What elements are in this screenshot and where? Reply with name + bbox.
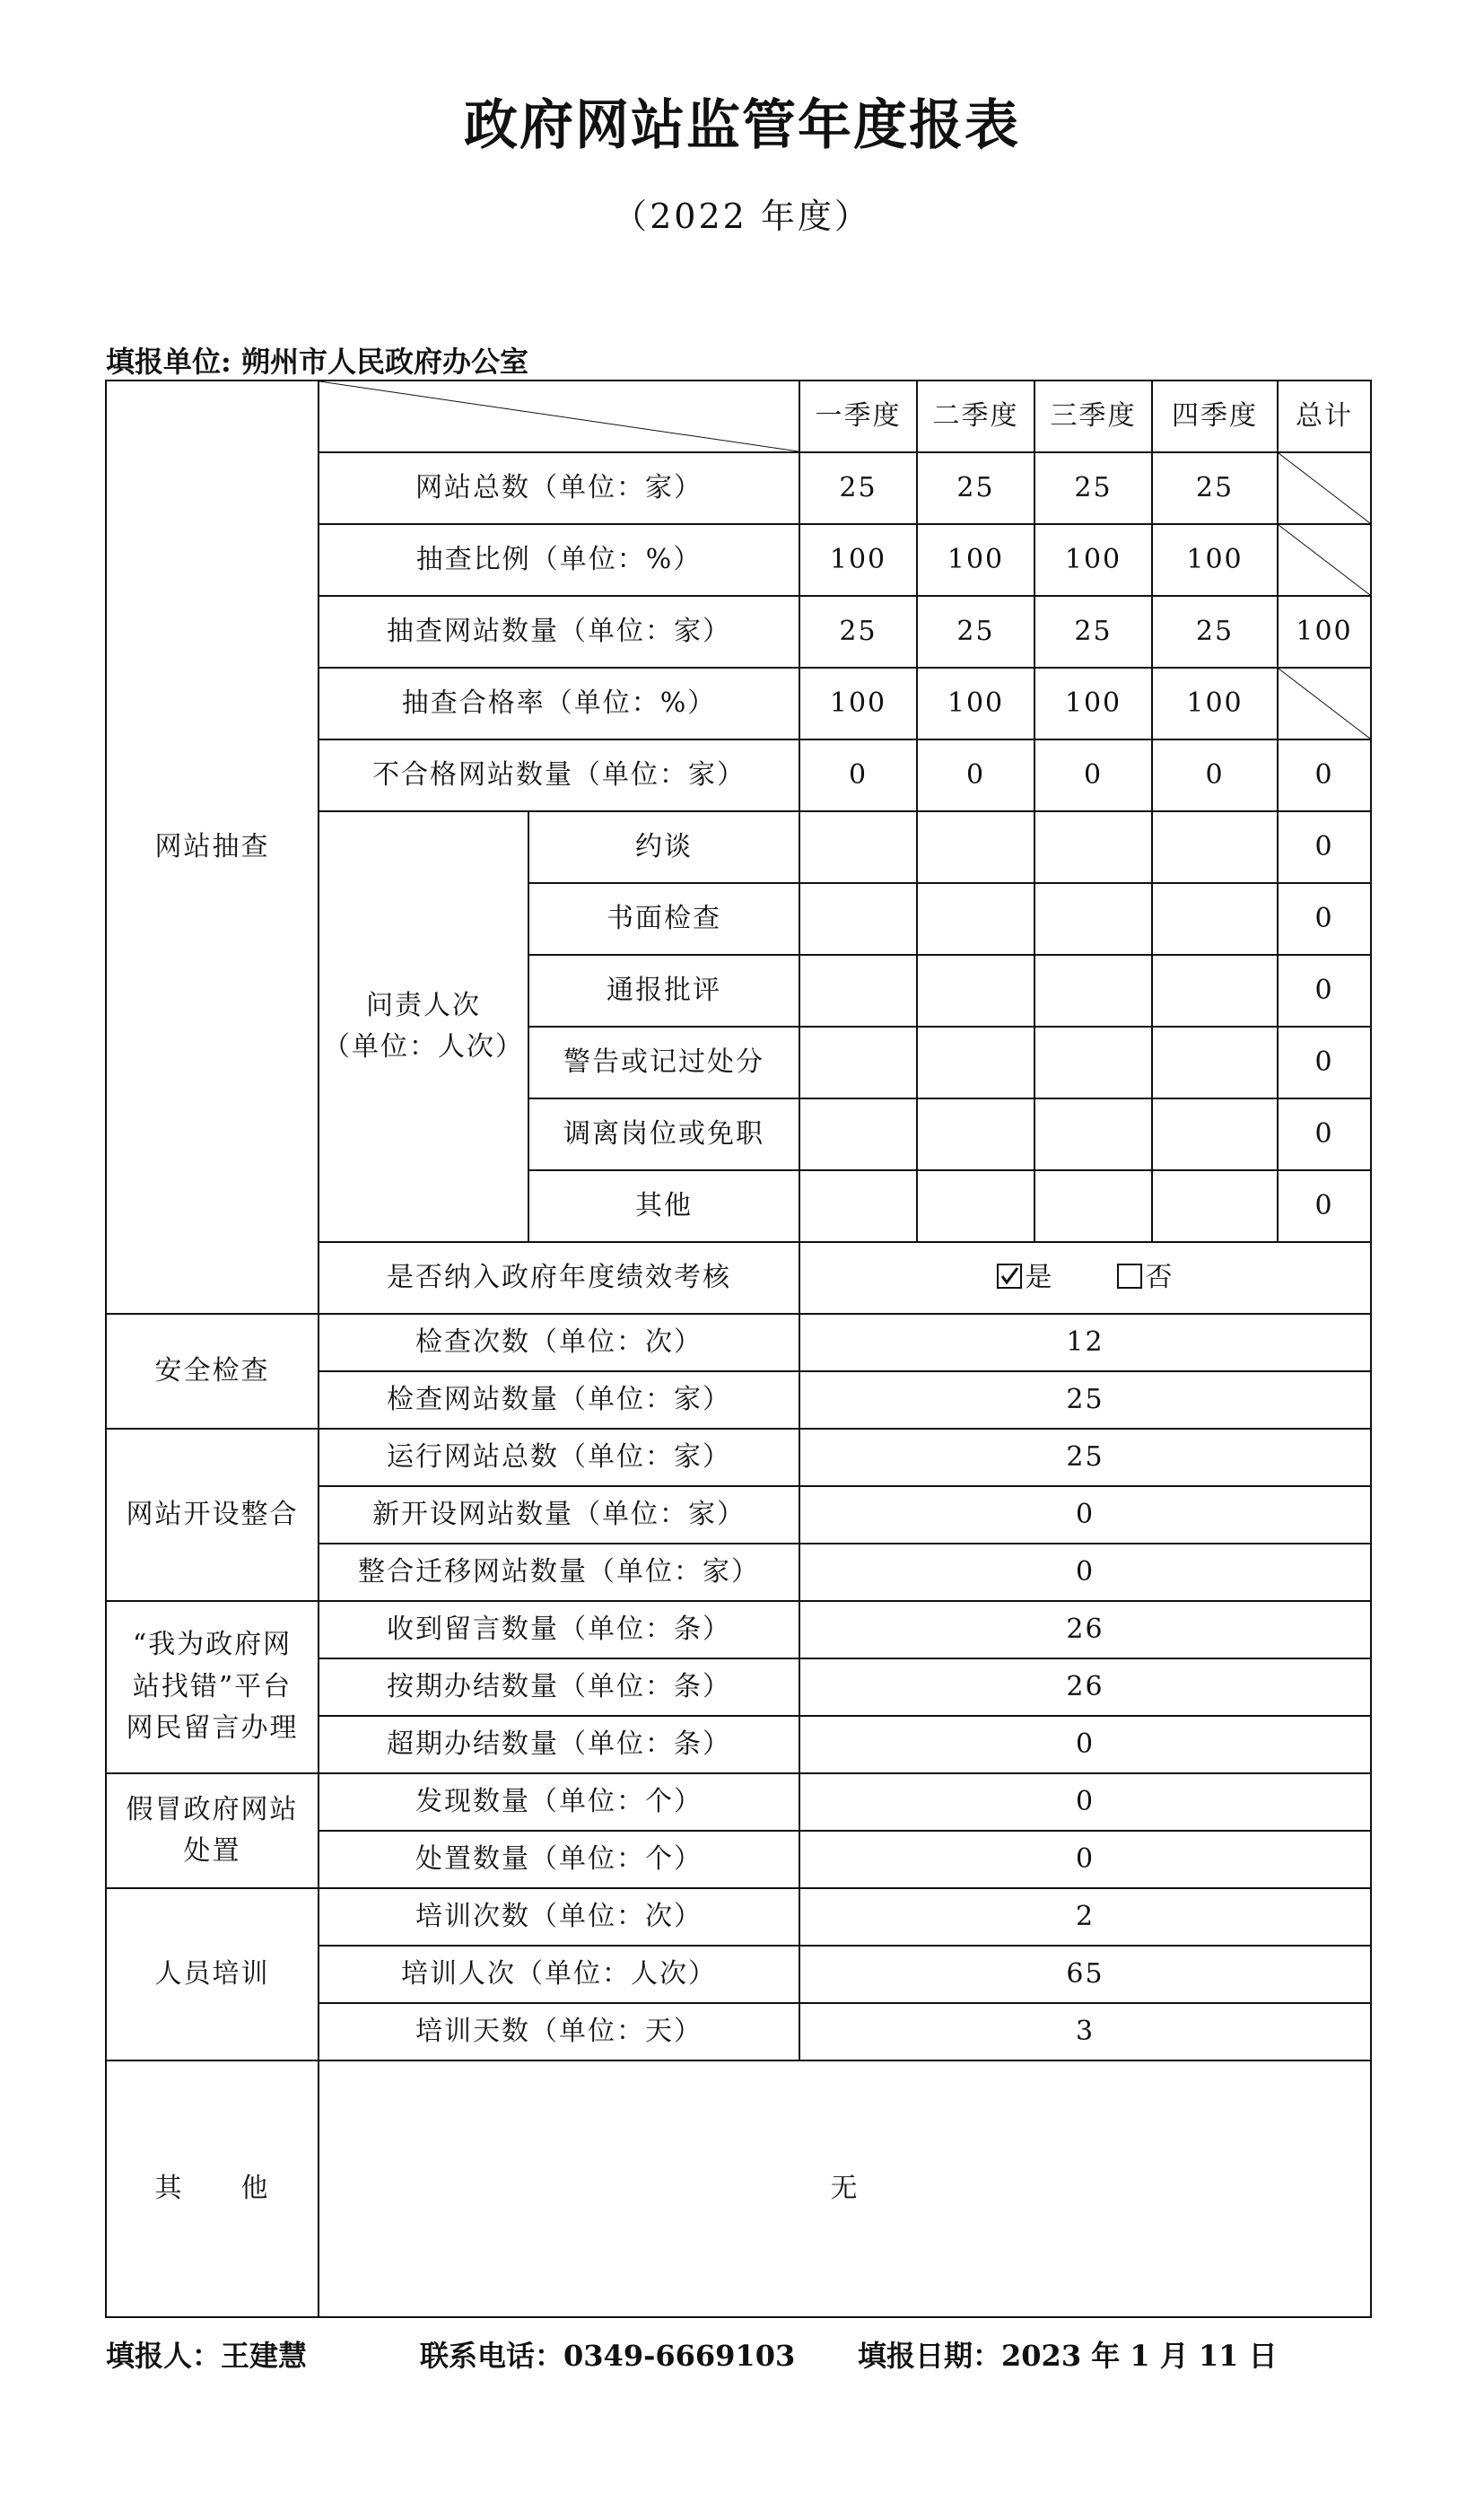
yes-checkbox[interactable] [997,1264,1022,1289]
cell-empty [917,811,1034,883]
row-label: 处置数量（单位：个） [319,1831,799,1888]
cell-value: 25 [917,596,1034,668]
row-label: 按期办结数量（单位：条） [319,1658,799,1716]
cell-total: 0 [1278,1027,1371,1098]
cell-value: 65 [799,1946,1371,2003]
row-label: 其他 [528,1170,799,1242]
section-other: 其 他 [106,2060,319,2317]
cell-value: 0 [917,739,1034,811]
cell-value: 25 [1034,596,1152,668]
section-line: 处置 [183,1835,241,1867]
cell-empty [1034,1098,1152,1170]
row-label: 通报批评 [528,955,799,1027]
cell-value: 12 [799,1314,1371,1371]
row-label: 是否纳入政府年度绩效考核 [319,1242,799,1314]
page-title: 政府网站监管年度报表 [464,94,1020,157]
row-label: 新开设网站数量（单位：家） [319,1486,799,1544]
table-row [106,1314,1371,1371]
table-row [106,2060,1371,2317]
cell-empty [799,811,917,883]
row-label: 收到留言数量（单位：条） [319,1601,799,1658]
cell-empty [1034,955,1152,1027]
cell-empty [1034,1170,1152,1242]
performance-options [799,1242,1371,1314]
cell-value: 100 [799,668,917,739]
section-training: 人员培训 [106,1888,319,2060]
cell-value: 100 [1152,524,1278,596]
total-diagonal-cell [1278,524,1371,596]
cell-empty [799,883,917,955]
cell-total: 0 [1278,1098,1371,1170]
table-row [106,1601,1371,1658]
section-security: 安全检查 [106,1314,319,1429]
cell-value: 0 [799,1773,1371,1831]
cell-value: 100 [917,668,1034,739]
cell-value: 25 [799,1429,1371,1486]
row-label: 超期办结数量（单位：条） [319,1716,799,1773]
cell-value: 3 [799,2003,1371,2060]
cell-value: 100 [1034,524,1152,596]
cell-empty [1034,811,1152,883]
date-label: 填报日期： [858,2339,1002,2373]
phone-number: 0349-6669103 [563,2339,796,2373]
table-row [106,1888,1371,1946]
row-label: 抽查合格率（单位：%） [319,668,799,739]
reporting-unit-label: 填报单位: [106,345,231,379]
cell-empty [917,1098,1034,1170]
cell-empty [917,883,1034,955]
col-header-q1: 一季度 [799,381,917,452]
date-value: 2023 年 1 月 11 日 [1001,2339,1278,2373]
cell-value: 100 [917,524,1034,596]
cell-empty [1152,1027,1278,1098]
yes-label: 是 [1025,1261,1054,1293]
footer [106,2333,1278,2375]
col-header-q3: 三季度 [1034,381,1152,452]
cell-empty [1152,883,1278,955]
cell-total: 0 [1278,739,1371,811]
corner-diagonal-cell [319,381,799,452]
cell-total: 100 [1278,596,1371,668]
row-label: 运行网站总数（单位：家） [319,1429,799,1486]
cell-empty [799,1027,917,1098]
cell-value: 25 [799,596,917,668]
total-diagonal-cell [1278,668,1371,739]
section-spot-check: 网站抽查 [106,381,319,1314]
cell-value: 25 [799,1371,1371,1429]
row-label: 网站总数（单位：家） [319,452,799,524]
cell-value: 100 [1152,668,1278,739]
cell-total: 0 [1278,1170,1371,1242]
accountability-title: 问责人次 [366,989,481,1021]
report-year: （2022 年度） [613,197,871,236]
row-label: 书面检查 [528,883,799,955]
row-label: 不合格网站数量（单位：家） [319,739,799,811]
section-messages [106,1601,319,1773]
accountability-label [319,811,528,1242]
cell-empty [917,955,1034,1027]
cell-empty [1152,1170,1278,1242]
row-label: 培训人次（单位：人次） [319,1946,799,2003]
col-header-q2: 二季度 [917,381,1034,452]
cell-value: 100 [1034,668,1152,739]
row-label: 检查网站数量（单位：家） [319,1371,799,1429]
cell-empty [1152,955,1278,1027]
cell-empty [1152,1098,1278,1170]
cell-value: 0 [1152,739,1278,811]
cell-empty [917,1027,1034,1098]
filler-name: 王建慧 [221,2339,308,2373]
cell-empty [1034,1027,1152,1098]
cell-value: 100 [799,524,917,596]
row-label: 警告或记过处分 [528,1027,799,1098]
row-label: 发现数量（单位：个） [319,1773,799,1831]
cell-empty [1034,883,1152,955]
row-label: 培训天数（单位：天） [319,2003,799,2060]
cell-value: 0 [799,1486,1371,1544]
cell-empty [1152,811,1278,883]
phone [420,2333,795,2375]
reporting-unit-value: 朔州市人民政府办公室 [240,345,528,379]
row-label: 整合迁移网站数量（单位：家） [319,1544,799,1601]
col-header-q4: 四季度 [1152,381,1278,452]
col-header-total: 总计 [1278,381,1371,452]
no-label: 否 [1145,1261,1174,1293]
cell-value: 25 [799,452,917,524]
section-line: 站找错”平台 [132,1670,292,1702]
cell-value: 26 [799,1658,1371,1716]
row-label: 抽查网站数量（单位：家） [319,596,799,668]
cell-empty [799,955,917,1027]
cell-empty [799,1098,917,1170]
cell-total: 0 [1278,811,1371,883]
cell-total: 0 [1278,883,1371,955]
section-line: 假冒政府网站 [126,1793,299,1825]
phone-label: 联系电话： [420,2339,564,2373]
cell-value: 25 [1034,452,1152,524]
report-table [105,380,1372,2318]
cell-empty [917,1170,1034,1242]
header-row [106,381,1371,452]
no-checkbox[interactable] [1117,1264,1142,1289]
total-diagonal-cell [1278,452,1371,524]
row-label: 检查次数（单位：次） [319,1314,799,1371]
section-line: 网民留言办理 [126,1712,299,1745]
table-row [106,1429,1371,1486]
table-row [106,1773,1371,1831]
cell-value: 25 [1152,596,1278,668]
cell-total: 0 [1278,955,1371,1027]
section-fake-sites [106,1773,319,1888]
row-label: 调离岗位或免职 [528,1098,799,1170]
section-setup: 网站开设整合 [106,1429,319,1601]
cell-empty [799,1170,917,1242]
cell-value: 2 [799,1888,1371,1946]
row-label: 约谈 [528,811,799,883]
cell-value: 0 [799,1831,1371,1888]
fill-date [858,2333,1278,2375]
row-label: 培训次数（单位：次） [319,1888,799,1946]
cell-value: 0 [799,1716,1371,1773]
other-value: 无 [319,2060,1371,2317]
cell-value: 26 [799,1601,1371,1658]
accountability-unit: （单位：人次） [323,1031,524,1063]
section-line: “我为政府网 [132,1629,292,1661]
filler [106,2339,307,2373]
cell-value: 0 [799,1544,1371,1601]
cell-value: 0 [799,739,917,811]
cell-value: 25 [917,452,1034,524]
cell-value: 25 [1152,452,1278,524]
reporting-unit [106,339,528,381]
row-label: 抽查比例（单位：%） [319,524,799,596]
cell-value: 0 [1034,739,1152,811]
filler-label: 填报人： [106,2339,222,2373]
